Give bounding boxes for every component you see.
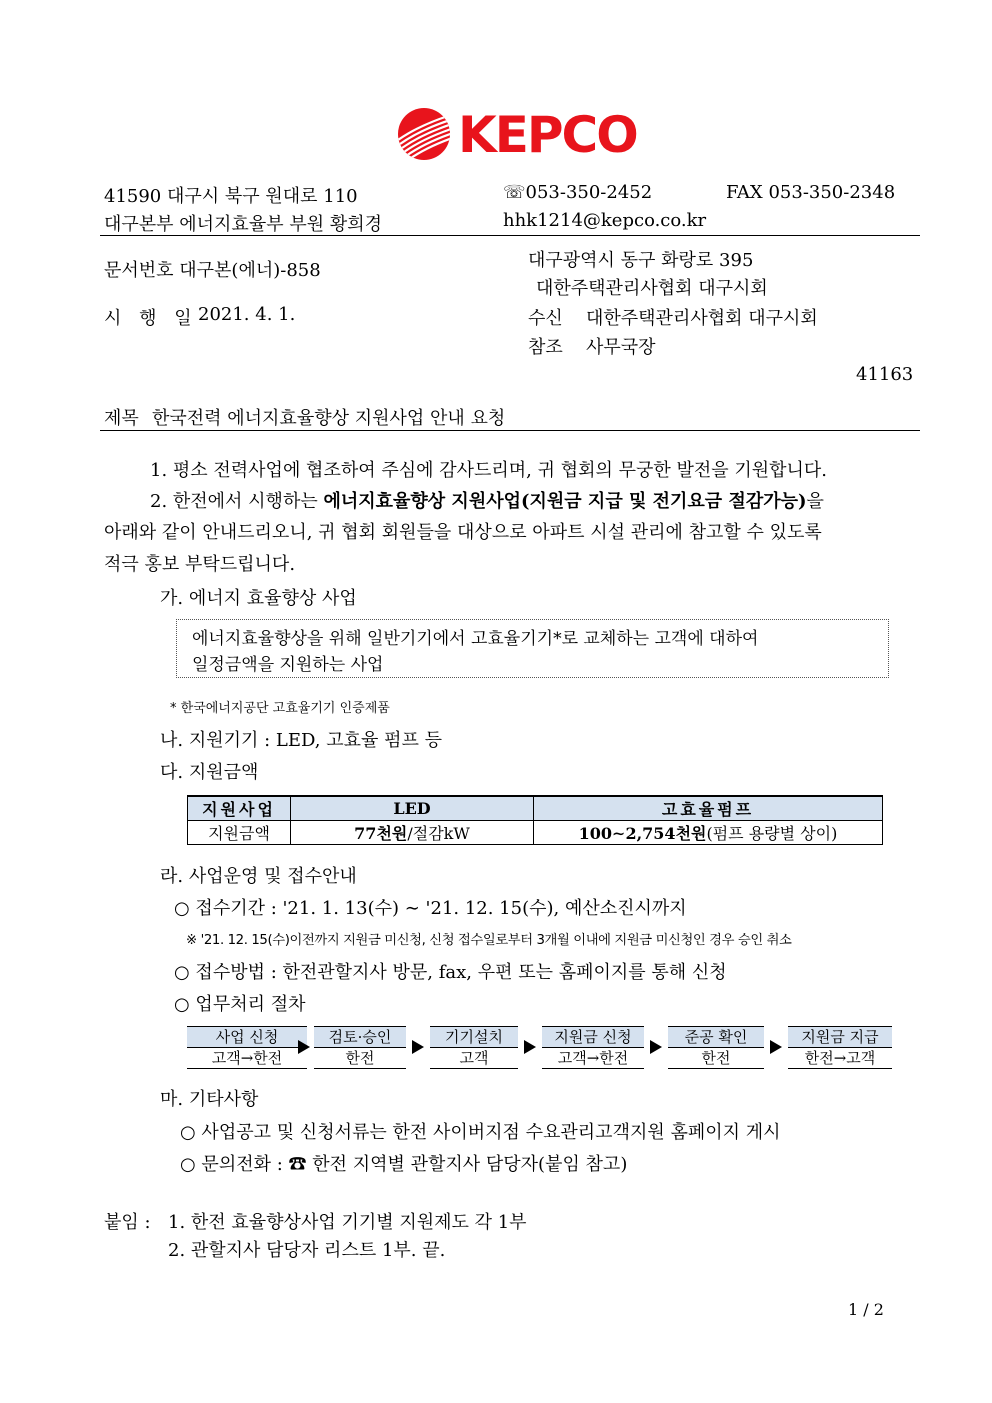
- led-amount: 77천원: [354, 824, 408, 843]
- receipt-period: ○ 접수기간 : '21. 1. 13(수) ∼ '21. 12. 15(수), 예산소진시까지: [174, 898, 687, 919]
- process-step-3-title: 기기설치: [430, 1026, 518, 1048]
- process-step-1-who: 고객→한전: [187, 1048, 307, 1069]
- subject-text: 한국전력 에너지효율향상 지원사업 안내 요청: [152, 408, 506, 429]
- process-step-4-who: 고객→한전: [542, 1048, 644, 1069]
- sender-phone: ☏053-350-2452: [503, 182, 653, 203]
- table-header-pump: 고효율펌프: [534, 796, 883, 821]
- process-step-5-title: 준공 확인: [668, 1026, 764, 1048]
- receipt-method: ○ 접수방법 : 한전관할지사 방문, fax, 우편 또는 홈페이지를 통해 신청: [174, 962, 727, 983]
- process-step-1-title: 사업 신청: [187, 1026, 307, 1048]
- recipient-address: 대구광역시 동구 화랑로 395: [528, 250, 754, 271]
- ref-label: 참조: [528, 337, 563, 358]
- section-na: 나. 지원기기 : LED, 고효율 펌프 등: [160, 730, 442, 751]
- date-label: 시 행 일: [104, 308, 198, 329]
- attachment-item-1: 1. 한전 효율향상사업 기기별 지원제도 각 1부: [168, 1212, 527, 1233]
- sender-email[interactable]: hhk1214@kepco.co.kr: [503, 210, 707, 231]
- section-da: 다. 지원금액: [160, 762, 259, 783]
- arrow-icon: [650, 1040, 662, 1054]
- paragraph-2-post: 을: [806, 491, 824, 512]
- sender-fax: FAX 053-350-2348: [726, 182, 896, 203]
- process-step-5: [668, 1026, 764, 1069]
- paragraph-2-line2: 아래와 같이 안내드리오니, 귀 협회 회원들을 대상으로 아파트 시설 관리에 참고할 수 있도록: [104, 522, 822, 543]
- attachment-label: 붙임 :: [104, 1212, 151, 1233]
- process-step-6-title: 지원금 지급: [788, 1026, 892, 1048]
- table-header-led: LED: [291, 796, 534, 821]
- process-step-4-title: 지원금 신청: [542, 1026, 644, 1048]
- arrow-icon: [412, 1040, 424, 1054]
- pump-note: (펌프 용량별 상이): [706, 824, 838, 843]
- kepco-logo: [392, 104, 652, 164]
- process-step-6: [788, 1026, 892, 1069]
- arrow-icon: [770, 1040, 782, 1054]
- process-step-1: [187, 1026, 307, 1069]
- subject-label: 제목: [104, 408, 139, 429]
- attachment-item-2: 2. 관할지사 담당자 리스트 1부. 끝.: [168, 1240, 446, 1261]
- section-ma: 마. 기타사항: [160, 1089, 259, 1110]
- process-step-5-who: 한전: [668, 1048, 764, 1069]
- process-step-3: [430, 1026, 518, 1069]
- section-ra: 라. 사업운영 및 접수안내: [160, 866, 357, 887]
- kepco-wordmark: KEPCO: [458, 106, 637, 164]
- page-number: 1 / 2: [848, 1300, 884, 1319]
- process-step-2: [314, 1026, 406, 1069]
- paragraph-2-line1: [150, 487, 824, 513]
- process-step-4: [542, 1026, 644, 1069]
- to-value: 대한주택관리사협회 대구시회: [586, 308, 818, 329]
- paragraph-1: 1. 평소 전력사업에 협조하여 주심에 감사드리며, 귀 협회의 무궁한 발전을 기원합니다.: [150, 460, 828, 481]
- sender-address: 41590 대구시 북구 원대로 110: [104, 186, 358, 207]
- doc-number: 문서번호 대구본(에너)-858: [104, 260, 321, 281]
- sender-dept: 대구본부 에너지효율부 부원 황희경: [104, 214, 382, 235]
- pump-amount: 100∼2,754천원: [578, 824, 707, 843]
- header-divider: [100, 235, 920, 236]
- table-cell-led: [291, 821, 534, 845]
- info-box-line2: 일정금액을 지원하는 사업: [192, 655, 384, 675]
- process-title: ○ 업무처리 절차: [174, 994, 306, 1015]
- table-row-label: 지원금액: [188, 821, 291, 845]
- footnote: * 한국에너지공단 고효율기기 인증제품: [170, 701, 390, 716]
- table-row: [188, 821, 883, 845]
- arrow-icon: [524, 1040, 536, 1054]
- section-ga: 가. 에너지 효율향상 사업: [160, 588, 357, 609]
- info-box-line1: 에너지효율향상을 위해 일반기기에서 고효율기기*로 교체하는 고객에 대하여: [192, 629, 759, 649]
- process-step-3-who: 고객: [430, 1048, 518, 1069]
- paragraph-2-line3: 적극 홍보 부탁드립니다.: [104, 554, 296, 575]
- table-header-row: [188, 796, 883, 821]
- paragraph-2-pre: 2. 한전에서 시행하는: [150, 491, 324, 512]
- process-step-6-who: 한전→고객: [788, 1048, 892, 1069]
- subject-divider: [100, 430, 920, 431]
- ref-value: 사무국장: [586, 337, 656, 358]
- process-step-2-who: 한전: [314, 1048, 406, 1069]
- to-label: 수신: [528, 308, 563, 329]
- etc-item-1: ○ 사업공고 및 신청서류는 한전 사이버지점 수요관리고객지원 홈페이지 게시: [180, 1122, 781, 1143]
- led-unit: /절감kW: [407, 824, 470, 843]
- table-cell-pump: [534, 821, 883, 845]
- issue-date: 2021. 4. 1.: [198, 304, 296, 325]
- support-amount-table: [187, 795, 883, 845]
- receipt-period-note: ※ '21. 12. 15(수)이전까지 지원금 미신청, 신청 접수일로부터 3개월 이내에 지원금 미신청인 경우 승인 취소: [186, 933, 792, 948]
- paragraph-2-bold: 에너지효율향상 지원사업(지원금 지급 및 전기요금 절감가능): [323, 491, 807, 512]
- arrow-icon: [298, 1040, 310, 1054]
- postal-code: 41163: [856, 364, 914, 385]
- table-header-program: 지원사업: [188, 796, 291, 821]
- recipient-org: 대한주택관리사협회 대구시회: [536, 278, 768, 299]
- etc-item-2: ○ 문의전화 : ☎ 한전 지역별 관할지사 담당자(붙임 참고): [180, 1154, 628, 1175]
- process-step-2-title: 검토·승인: [314, 1026, 406, 1048]
